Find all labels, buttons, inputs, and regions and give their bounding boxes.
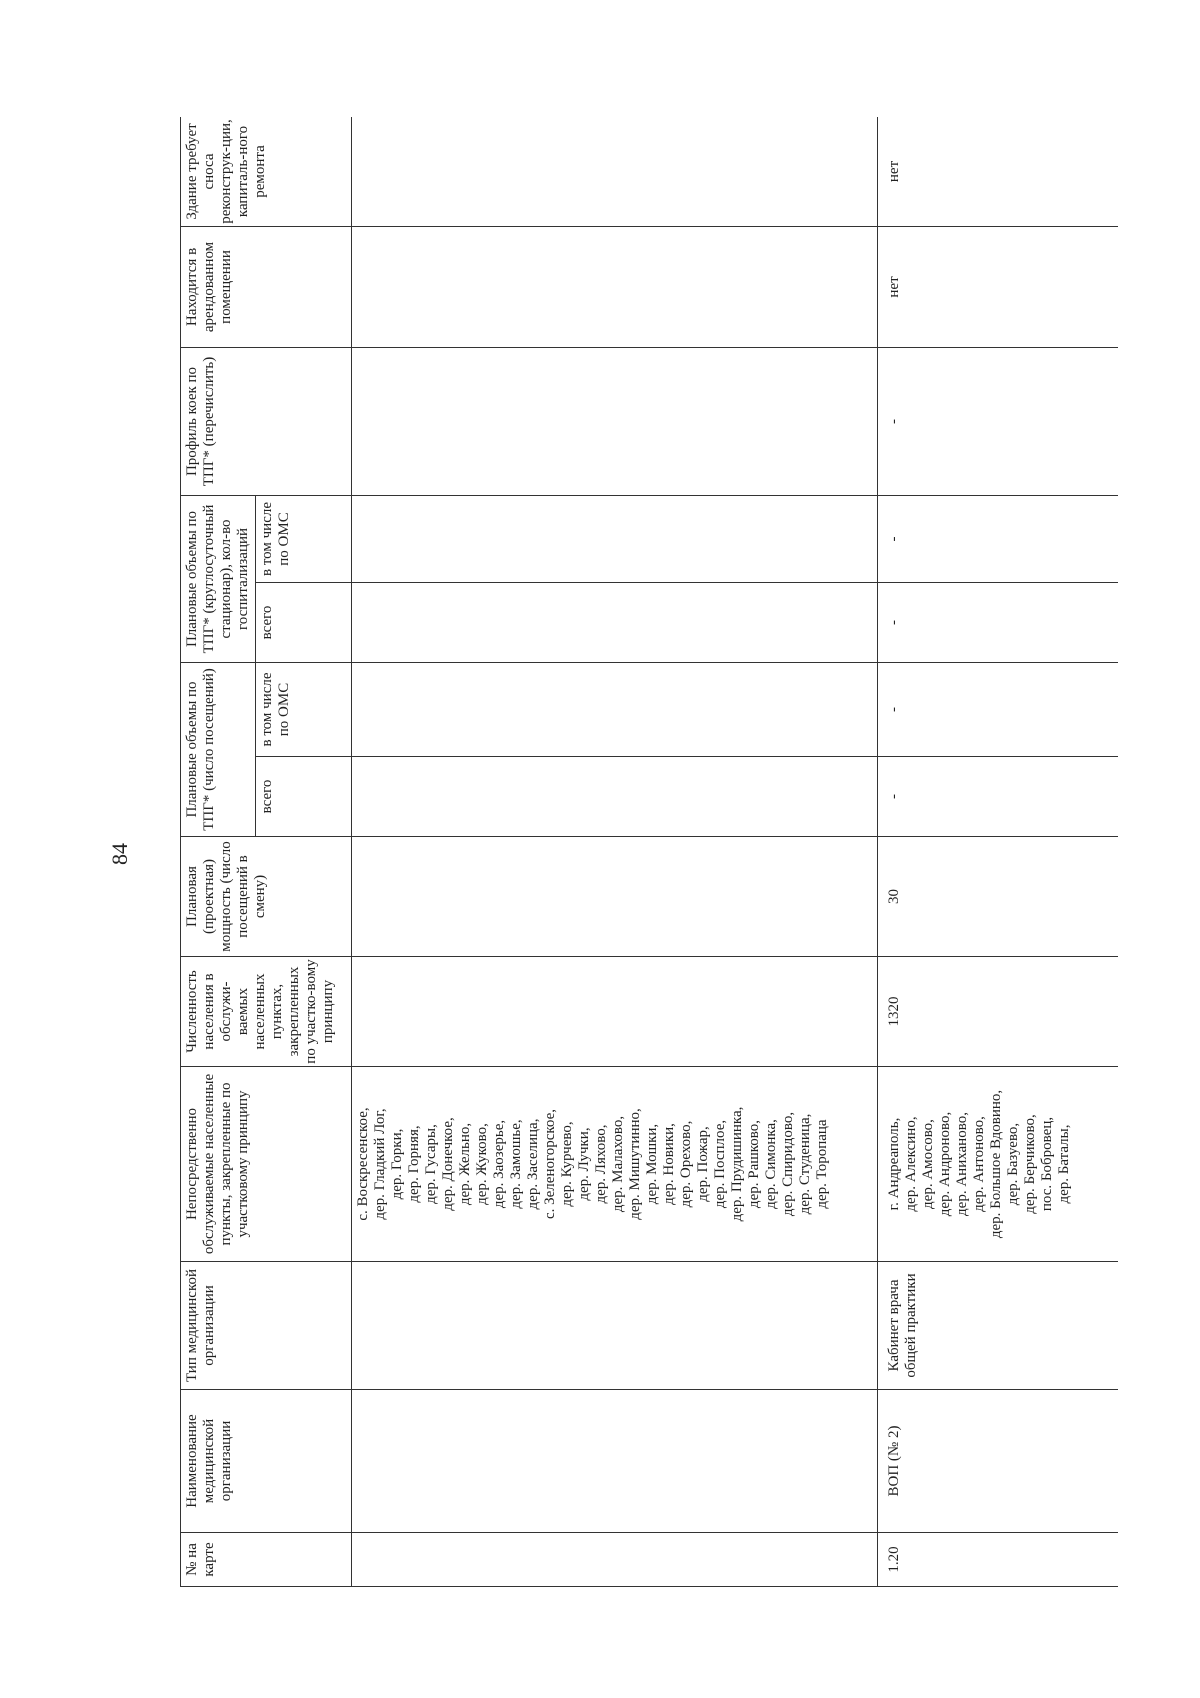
header-row [181,117,256,1587]
cell-visits-total [352,757,878,837]
cell-rented: нет [878,226,1119,347]
cell-rented [352,226,878,347]
subheader-visits-oms: в том числе по ОМС [256,663,352,757]
cell-population [352,957,878,1067]
cell-visits-oms [352,663,878,757]
cell-population: 1320 [878,957,1119,1067]
cell-beds: - [878,347,1119,495]
cell-num: 1.20 [878,1533,1119,1587]
header-beds: Профиль коек по ТПГ* (перечислить) [181,347,352,495]
rotated-table-container [180,117,1118,1587]
cell-repair [352,117,878,226]
table-viewport [180,117,1118,1587]
subheader-hosp-oms: в том числе по ОМС [256,495,352,582]
header-visits: Плановые объемы по ТПГ* (число посещений) [181,663,256,837]
header-capacity: Плановая (проектная) мощность (число посещений в смену) [181,837,352,957]
subheader-visits-total: всего [256,757,352,837]
facilities-table [180,117,1118,1587]
header-settlements: Непосредственно обслуживаемые населенные пункты, закрепленные по участковому принципу [181,1067,352,1262]
cell-type [352,1262,878,1390]
cell-visits-total: - [878,757,1119,837]
cell-hosp-oms [352,495,878,582]
cell-num [352,1533,878,1587]
cell-hosp-total: - [878,583,1119,663]
cell-repair: нет [878,117,1119,226]
cell-name [352,1390,878,1533]
cell-capacity: 30 [878,837,1119,957]
header-type: Тип медицинской организации [181,1262,352,1390]
cell-type: Кабинет врача общей практики [878,1262,1119,1390]
header-hosp: Плановые объемы по ТПГ* (круглосуточный стационар), кол-во госпитализаций [181,495,256,662]
cell-hosp-total [352,583,878,663]
header-num: № на карте [181,1533,352,1587]
cell-capacity [352,837,878,957]
subheader-hosp-total: всего [256,583,352,663]
cell-name: ВОП (№ 2) [878,1390,1119,1533]
cell-settlements: с. Воскресенское, дер. Гладкий Лог, дер. Горки, дер. Горняя, дер. Гусары, дер. Донечкое, дер. Жельно, дер. Жуково, дер. Заозерье, дер. Замошье, дер. Заселица, с. Зеленогорское, дер. Курчево, дер. Лучки, дер. Ляхово, дер. Малахово, дер. Мишутинно, дер. Мошки, дер. Новики, дер. Орехово, дер. Пожар, дер. Посплое, дер. Прудишинка, дер. Рашково, дер. Симонка, дер. Спиридово, дер. Студеница, дер. Торопаца [352,1067,878,1262]
cell-settlements: г. Андреаполь, дер. Алексино, дер. Амосово, дер. Андроново, дер. Аниханово, дер. Антоново, дер. Большое Вдовино, дер. Базуево, дер. Берчиково, пос. Бобровец, дер. Баталы, [878,1067,1119,1262]
cell-visits-oms: - [878,663,1119,757]
page-number: 84 [107,843,132,865]
table-row [352,117,878,1587]
cell-hosp-oms: - [878,495,1119,582]
cell-beds [352,347,878,495]
header-population: Численность населения в обслужи-ваемых населенных пунктах, закрепленных по участко-вому принципу [181,957,352,1067]
header-rented: Находится в арендованном помещении [181,226,352,347]
table-row [878,117,1119,1587]
header-name: Наименование медицинской организации [181,1390,352,1533]
header-repair: Здание требует сноса реконструк-ции, капиталь-ного ремонта [181,117,352,226]
